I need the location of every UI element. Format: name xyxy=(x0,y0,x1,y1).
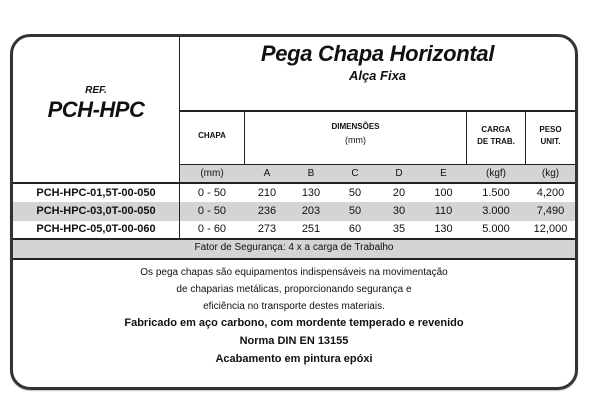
row-c: 50 xyxy=(348,205,362,217)
ref-label: REF. xyxy=(85,85,107,96)
row-carga: 1.500 xyxy=(482,187,510,199)
divider xyxy=(13,258,575,260)
row-b: 203 xyxy=(301,205,321,217)
spec-line-finish: Acabamento em pintura epóxi xyxy=(215,353,373,365)
row-d: 20 xyxy=(392,187,406,199)
header-carga-2: DE TRAB. xyxy=(477,137,515,146)
description-line: eficiência no transporte destes materiais. xyxy=(203,301,385,312)
ref-code: PCH-HPC xyxy=(47,97,145,122)
row-peso: 4,200 xyxy=(536,187,565,199)
subheader-carga-unit: (kgf) xyxy=(486,168,506,179)
header-peso-2: UNIT. xyxy=(540,137,561,146)
product-spec-card xyxy=(10,34,578,390)
subheader-a: A xyxy=(263,168,271,179)
header-chapa: CHAPA xyxy=(198,131,226,140)
row-b: 130 xyxy=(301,187,321,199)
row-e: 130 xyxy=(434,223,453,235)
product-subtitle: Alça Fixa xyxy=(348,68,407,83)
subheader-d: D xyxy=(395,168,403,179)
header-dimensoes-unit: (mm) xyxy=(345,135,366,145)
row-d: 30 xyxy=(392,205,406,217)
row-carga: 5.000 xyxy=(482,223,510,235)
row-a: 273 xyxy=(257,223,277,235)
description-line: de chaparias metálicas, proporcionando segurança e xyxy=(176,284,412,295)
description-line: Os pega chapas são equipamentos indispensáveis na movimentação xyxy=(140,267,448,278)
header-dimensoes: DIMENSÕES xyxy=(331,122,380,131)
spec-line-norm: Norma DIN EN 13155 xyxy=(239,335,349,347)
row-code: PCH-HPC-05,0T-00-060 xyxy=(36,223,156,235)
row-chapa: 0 - 50 xyxy=(197,205,227,217)
row-chapa: 0 - 60 xyxy=(197,223,227,235)
row-chapa: 0 - 50 xyxy=(197,187,227,199)
header-carga-1: CARGA xyxy=(481,125,511,134)
subheader-b: B xyxy=(307,168,315,179)
row-e: 110 xyxy=(434,205,453,217)
row-peso: 12,000 xyxy=(533,223,568,235)
spec-line-material: Fabricado em aço carbono, com mordente temperado e revenido xyxy=(124,317,464,329)
divider xyxy=(180,110,575,112)
subheader-chapa-unit: (mm) xyxy=(200,168,224,179)
row-c: 50 xyxy=(348,187,362,199)
row-a: 210 xyxy=(257,187,277,199)
product-title: Pega Chapa Horizontal xyxy=(260,41,495,66)
row-e: 100 xyxy=(434,187,453,199)
row-peso: 7,490 xyxy=(536,205,565,217)
row-b: 251 xyxy=(301,223,321,235)
row-code: PCH-HPC-01,5T-00-050 xyxy=(36,187,156,199)
header-peso-1: PESO xyxy=(539,125,562,134)
safety-factor: Fator de Segurança: 4 x a carga de Trabalho xyxy=(194,242,394,253)
row-code: PCH-HPC-03,0T-00-050 xyxy=(36,205,156,217)
row-c: 60 xyxy=(348,223,362,235)
subheader-c: C xyxy=(351,168,359,179)
subheader-e: E xyxy=(440,168,447,179)
row-d: 35 xyxy=(392,223,406,235)
row-a: 236 xyxy=(257,205,277,217)
subheader-peso-unit: (kg) xyxy=(541,168,560,179)
row-carga: 3.000 xyxy=(482,205,510,217)
